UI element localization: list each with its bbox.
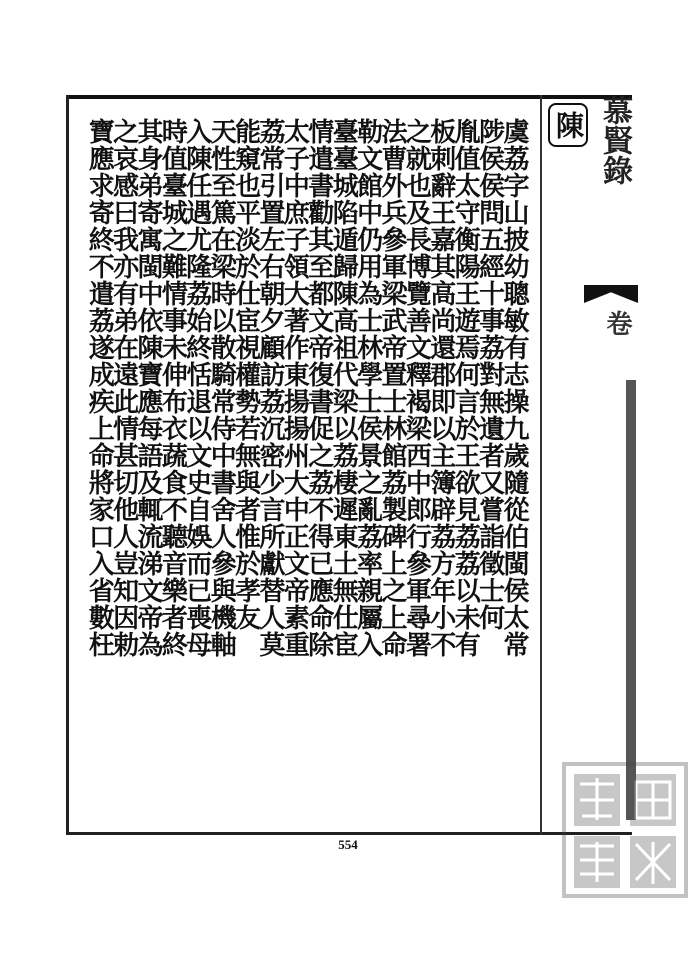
text-column: 之就也及長博覽善文釋褐梁西中郎行參軍尋署 xyxy=(401,118,432,658)
text-column: 之哀感曰我亦有弟在遠此情甚切他人豈知因勅 xyxy=(108,118,139,658)
section-tab-label: 陳 xyxy=(548,103,588,147)
text-column: 板刺辭王嘉其高尚還郡即以主簿辟荔方年小不 xyxy=(425,118,456,658)
binding-shadow xyxy=(626,380,636,820)
text-column: 陟侯侯問五經十事荔對無遺者又嘗詣徵士何 xyxy=(474,118,505,631)
library-seal-stamp xyxy=(560,760,690,900)
text-column: 法曹外兵參軍梁武帝置士林館荔製碑上之上命 xyxy=(376,118,407,658)
text-column: 情遣書勸其至都文帝復書促之荔不得已應命除 xyxy=(303,118,334,658)
text-column: 胤值太守衡陽王遊焉何言於王欲見荔荔以未有 xyxy=(450,118,481,658)
text-column: 荔常引置左右朝夕顧訪荔沉密少言所獻替人莫 xyxy=(254,118,285,658)
margin-book-title: 慕賢錄 xyxy=(597,95,632,185)
text-column: 臺臺城陷遁歸陳高祖代梁以荔棲遲東土無仕宦 xyxy=(328,118,359,658)
margin-section-char: 卷 xyxy=(602,310,632,336)
page-frame-left xyxy=(66,95,69,835)
text-column: 時值臺城之難情事未伸布衣蔬食不聽音樂者終 xyxy=(157,118,188,658)
page-number: 554 xyxy=(338,837,358,852)
text-column: 天性至篤在梁時以散騎常侍中書舍人參與機軸 xyxy=(206,118,237,658)
text-column: 勒文館中仍用為士林學士侯景之亂荔率親屬入 xyxy=(352,118,383,658)
margin-rule xyxy=(540,95,542,835)
text-column: 虞荔字山披幼聰敏有志操九歲隨從伯閩侯太常 xyxy=(498,118,529,658)
text-column: 入陳任遇尤隆荔始終恬退以文史自娛而已喪母 xyxy=(181,118,212,658)
text-column: 寶應求寄終不遣荔遂成疾上命將家口入省數枉 xyxy=(84,118,115,658)
text-column: 其身弟寄寓閩中依陳寶應每語及輒流涕文帝為 xyxy=(132,118,163,658)
text-column: 能窺也平淡於仕宦視權勢若無與者惟於孝友 xyxy=(230,118,261,631)
text-column: 太子中庶子領大著作東揚揚州大中正文帝素重 xyxy=(279,118,310,658)
